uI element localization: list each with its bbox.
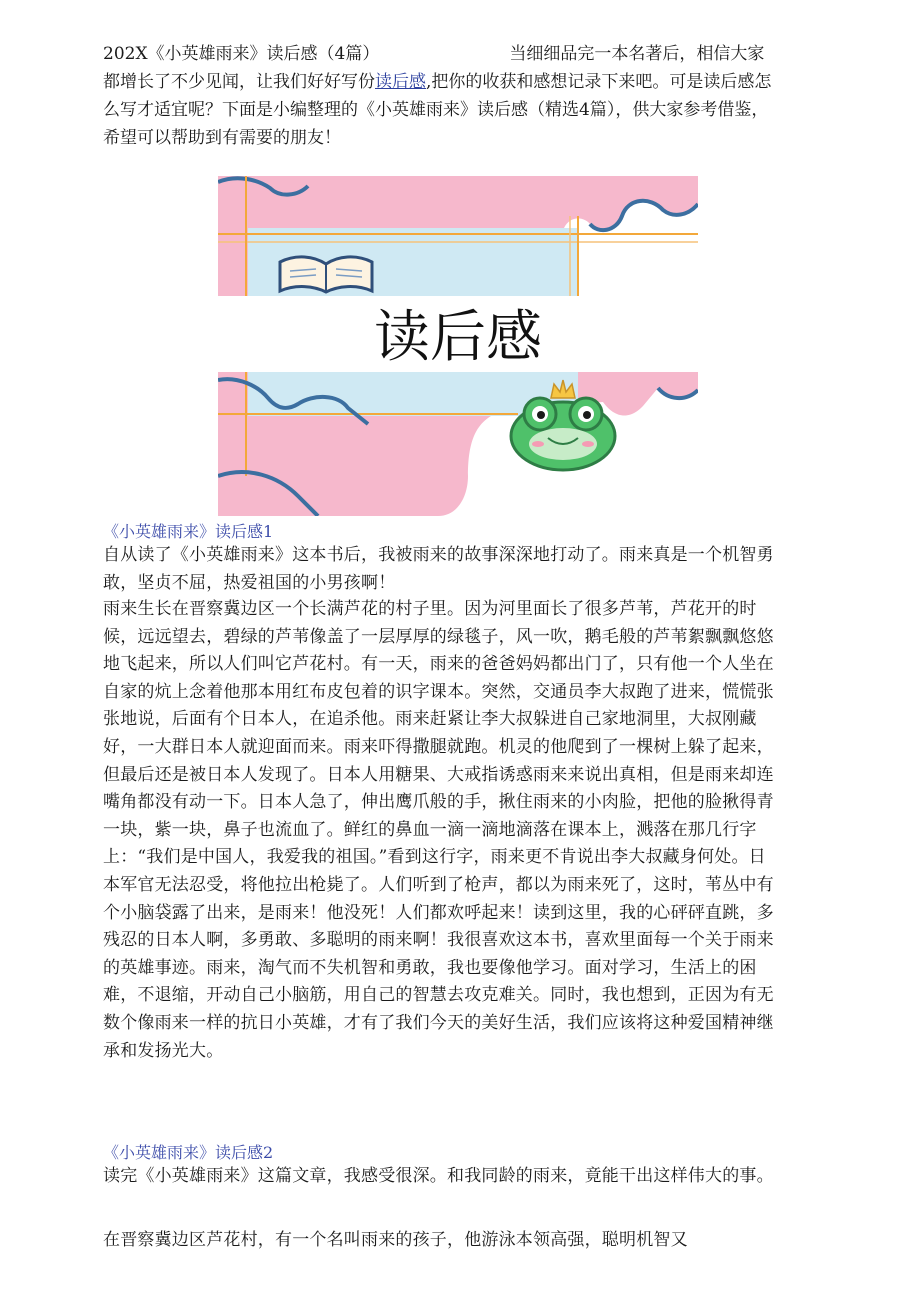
section-title-1: 《小英雄雨来》读后感1 xyxy=(103,522,274,541)
review-link[interactable]: 读后感 xyxy=(375,72,426,92)
intro-text-1: 当细细品完一本名著后，相信大家都增长了不少见闻，让我们好好写份 xyxy=(103,44,765,92)
section-2-paragraph-1: 读完《小英雄雨来》这篇文章，我感受很深。和我同龄的雨来，竟能干出这样伟大的事。 xyxy=(103,1166,774,1186)
document-title: 202X《小英雄雨来》读后感（4篇） xyxy=(103,44,380,64)
section-title-2: 《小英雄雨来》读后感2 xyxy=(103,1143,274,1162)
intro-paragraph xyxy=(103,40,775,152)
banner-heading: 读后感 xyxy=(374,305,542,370)
section-2-paragraph-2: 在晋察冀边区芦花村，有一个名叫雨来的孩子，他游泳本领高强，聪明机智又 xyxy=(103,1230,688,1250)
intro-block xyxy=(103,40,775,152)
intro-text-2: ,把你的收获和感想记录下来吧。可是读后感怎么写才适宜呢？下面是小编整理的《小英雄雨来》读后感（精选4篇），供大家参考借鉴，希望可以帮助到有需要的朋友！ xyxy=(103,72,772,148)
section-1-paragraph-1: 自从读了《小英雄雨来》这本书后，我被雨来的故事深深地打动了。雨来真是一个机智勇敢，坚贞不屈，热爱祖国的小男孩啊！ xyxy=(103,545,774,593)
frog-icon xyxy=(511,398,615,470)
section-1-paragraph-2: 雨来生长在晋察冀边区一个长满芦花的村子里。因为河里面长了很多芦苇，芦花开的时候，远远望去，碧绿的芦苇像盖了一层厚厚的绿毯子，风一吹，鹅毛般的芦苇絮飘飘悠悠地飞起来，所以人们叫它芦花村。有一天，雨来的爸爸妈妈都出门了，只有他一个人坐在自家的炕上念着他那本用红布皮包着的识字课本。突然，交通员李大叔跑了进来，慌慌张张地说，后面有个日本人，在追杀他。雨来赶紧让李大叔躲进自己家地洞里，大叔刚藏好，一大群日本人就迎面而来。雨来吓得撒腿就跑。机灵的他爬到了一棵树上躲了起来，但最后还是被日本人发现了。日本人用糖果、大戒指诱惑雨来来说出真相，但是雨来却连嘴角都没有动一下。日本人急了，伸出鹰爪般的手，揪住雨来的小肉脸，把他的脸揪得青一块，紫一块，鼻子也流血了。鲜红的鼻血一滴一滴地滴落在课本上，溅落在那几行字上：“我们是中国人，我爱我的祖国。”看到这行字，雨来更不肯说出李大叔藏身何处。日本军官无法忍受，将他拉出枪毙了。人们听到了枪声，都以为雨来死了，这时，苇丛中有个小脑袋露了出来，是雨来！他没死！人们都欢呼起来！读到这里，我的心砰砰直跳，多残忍的日本人啊，多勇敢、多聪明的雨来啊！我很喜欢这本书，喜欢里面每一个关于雨来的英雄事迹。雨来，淘气而不失机智和勇敢，我也要像他学习。面对学习，生活上的困难，不退缩，开动自己小脑筋，用自己的智慧去攻克难关。同时，我也想到，正因为有无数个像雨来一样的抗日小英雄，才有了我们今天的美好生活，我们应该将这种爱国精神继承和发扬光大。 xyxy=(103,599,774,1061)
banner-illustration xyxy=(218,176,698,516)
banner-image xyxy=(218,176,698,516)
